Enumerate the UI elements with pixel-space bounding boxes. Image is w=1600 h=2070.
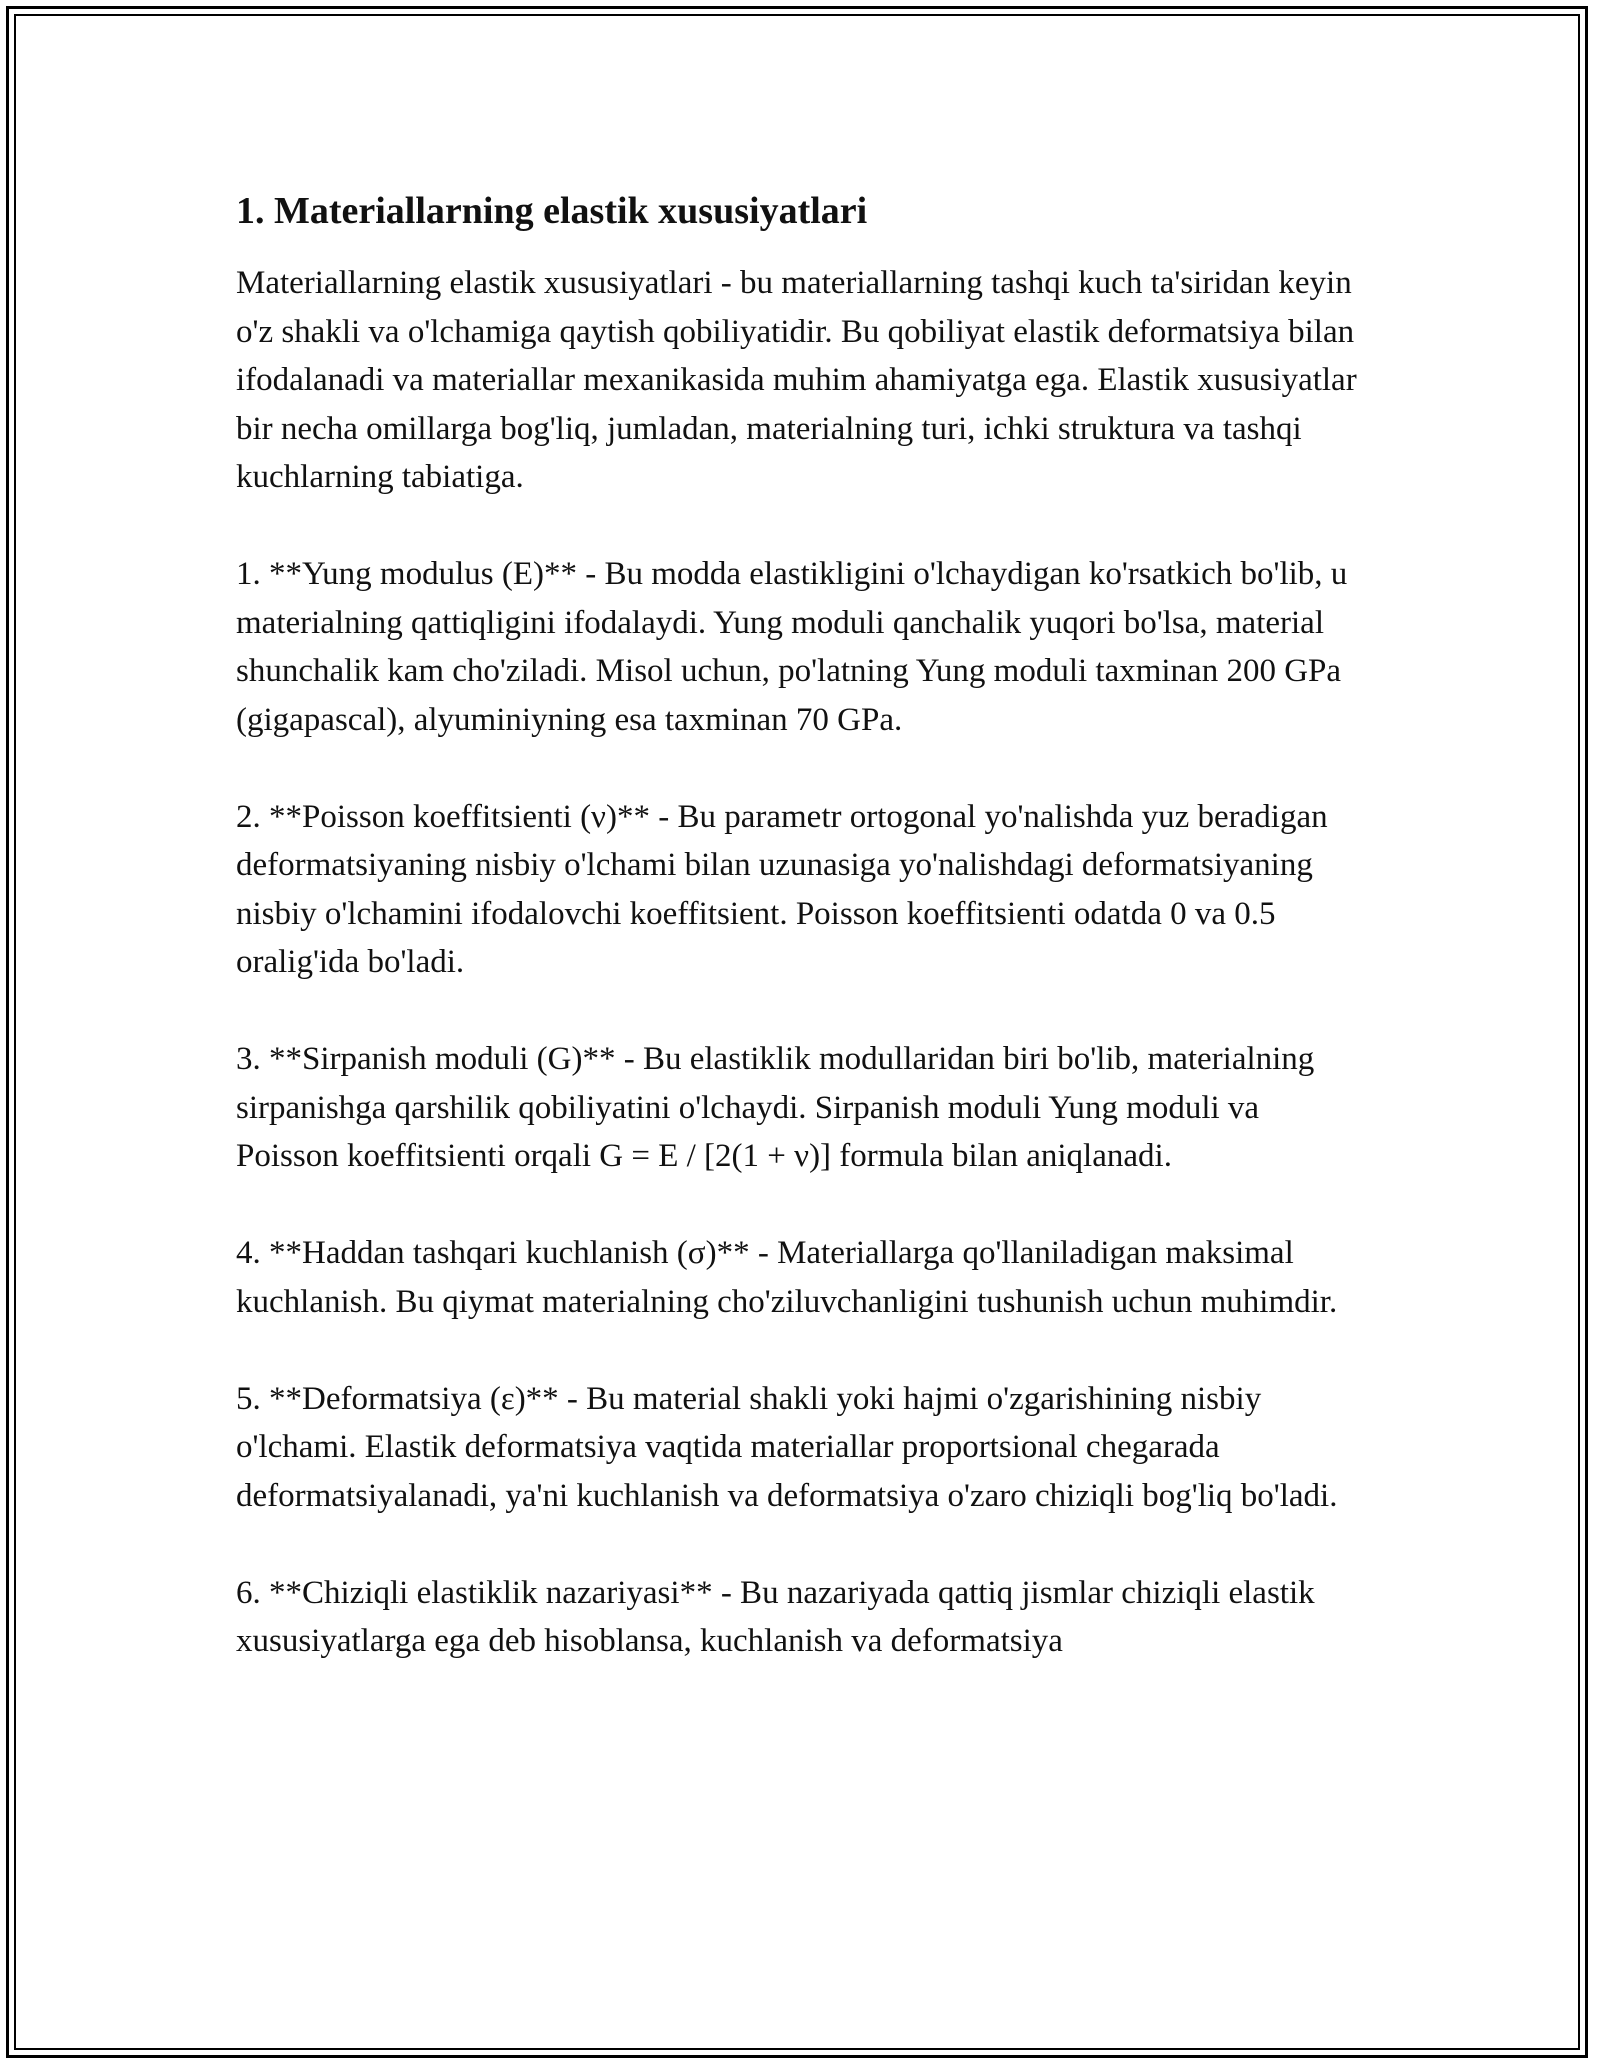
list-item-shear-modulus: 3. **Sirpanish moduli (G)** - Bu elastiklik modullaridan biri bo'lib, materialning sirpanishga qarshilik qobiliyatini o'lchaydi. Sirpanish moduli Yung moduli va Poisson koeffitsienti orqali G = E / [2(1 + ν)] formula bilan aniqlanadi.	[236, 1041, 1315, 1174]
section-heading: 1. Materiallarning elastik xususiyatlari	[236, 190, 868, 232]
list-item-stress: 4. **Haddan tashqari kuchlanish (σ)** - Materiallarga qo'llaniladigan maksimal kuchlanish. Bu qiymat materialning cho'ziluvchanligini tushunish uchun muhimdir.	[236, 1235, 1338, 1320]
list-item-poisson: 2. **Poisson koeffitsienti (ν)** - Bu parametr ortogonal yo'nalishda yuz beradigan deformatsiyaning nisbiy o'lchami bilan uzunasiga yo'nalishdagi deformatsiyaning nisbiy o'lchamini ifodalovchi koeffitsient. Poisson koeffitsienti odatda 0 va 0.5 oralig'ida bo'ladi.	[236, 798, 1328, 980]
list-item-yung-modulus: 1. **Yung modulus (E)** - Bu modda elastikligini o'lchaydigan ko'rsatkich bo'lib, u materialning qattiqligini ifodalaydi. Yung moduli qanchalik yuqori bo'lsa, material shunchalik kam cho'ziladi. Misol uchun, po'latning Yung moduli taxminan 200 GPa (gigapascal), alyuminiyning esa taxminan 70 GPa.	[236, 556, 1348, 738]
intro-paragraph: Materiallarning elastik xususiyatlari - bu materiallarning tashqi kuch ta'siridan keyin o'z shakli va o'lchamiga qaytish qobiliyatidir. Bu qobiliyat elastik deformatsiya bilan ifodalanadi va materiallar mexanikasida muhim ahamiyatga ega. Elastik xususiyatlar bir necha omillarga bog'liq, jumladan, materialning turi, ichki struktura va tashqi kuchlarning tabiatiga.	[236, 265, 1357, 495]
list-item-strain: 5. **Deformatsiya (ε)** - Bu material shakli yoki hajmi o'zgarishining nisbiy o'lchami. Elastik deformatsiya vaqtida materiallar proportsional chegarada deformatsiyalanadi, ya'ni kuchlanish va deformatsiya o'zaro chiziqli bog'liq bo'ladi.	[236, 1380, 1338, 1514]
list-item-linear-elasticity: 6. **Chiziqli elastiklik nazariyasi** - Bu nazariyada qattiq jismlar chiziqli elastik xususiyatlarga ega deb hisoblansa, kuchlanish va deformatsiya	[236, 1574, 1315, 1659]
document-body	[236, 185, 1366, 1714]
